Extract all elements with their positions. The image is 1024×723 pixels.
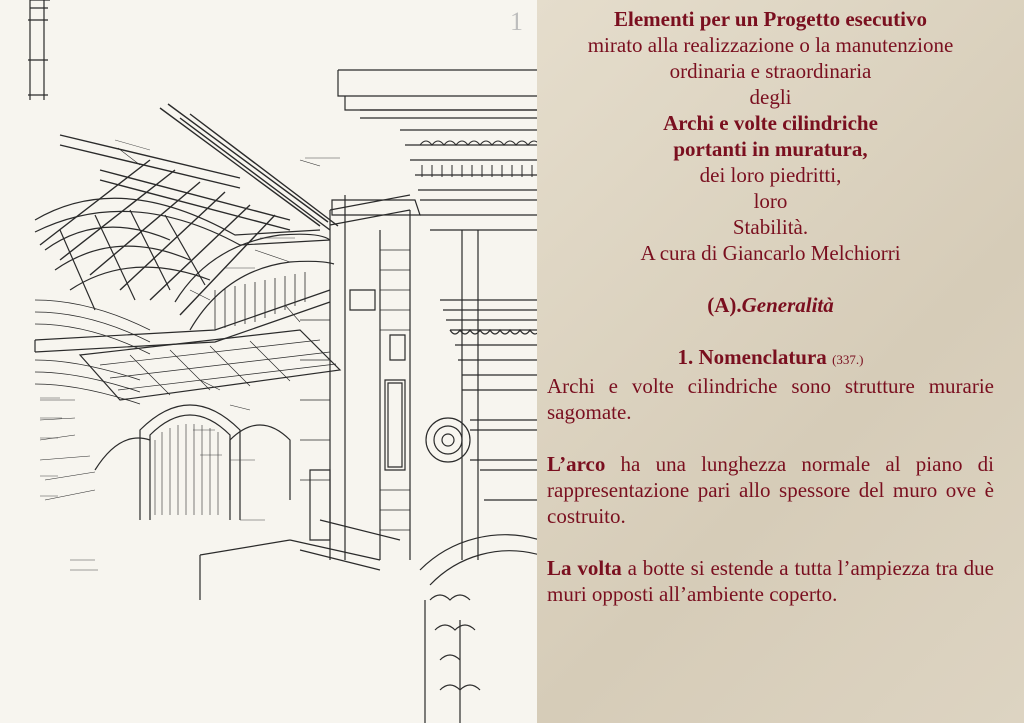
title-line-4: degli (749, 85, 792, 109)
title-line-7: dei loro piedritti, (699, 163, 842, 187)
subsection-heading (547, 344, 994, 373)
term-arco: L’arco (547, 452, 606, 476)
paragraph-3-text: a botte si estende a tutta l’ampiezza tra due muri opposti all’ambiente coperto. (547, 556, 994, 606)
title-line-3: ordinaria e straordinaria (669, 59, 872, 83)
title-line-1: Elementi per un Progetto esecutivo (613, 7, 927, 31)
section-heading (547, 292, 994, 318)
paragraph-2-text: ha una lunghezza normale al piano di rappresentazione pari allo spessore del muro ove è costruito. (547, 452, 994, 528)
text-content (547, 6, 994, 607)
text-panel (537, 0, 1024, 723)
title-line-5: Archi e volte cilindriche (663, 111, 878, 135)
paragraph-2 (547, 451, 994, 529)
paragraph-3 (547, 555, 994, 607)
section-title: Generalità (741, 293, 834, 317)
title-line-6: portanti in muratura, (673, 137, 868, 161)
term-volta: La volta (547, 556, 622, 580)
subsection-ref: (337.) (832, 352, 864, 367)
section-prefix: (A). (707, 293, 742, 317)
title-line-9: Stabilità. (732, 215, 809, 239)
subsection-title: 1. Nomenclatura (677, 345, 827, 369)
title-line-2: mirato alla realizzazione o la manutenzione (587, 33, 954, 57)
title-line-8: loro (753, 189, 788, 213)
page-number: 1 (510, 7, 523, 36)
paragraph-1: Archi e volte cilindriche sono strutture murarie sagomate. (547, 374, 994, 424)
author-line: A cura di Giancarlo Melchiorri (640, 241, 901, 265)
